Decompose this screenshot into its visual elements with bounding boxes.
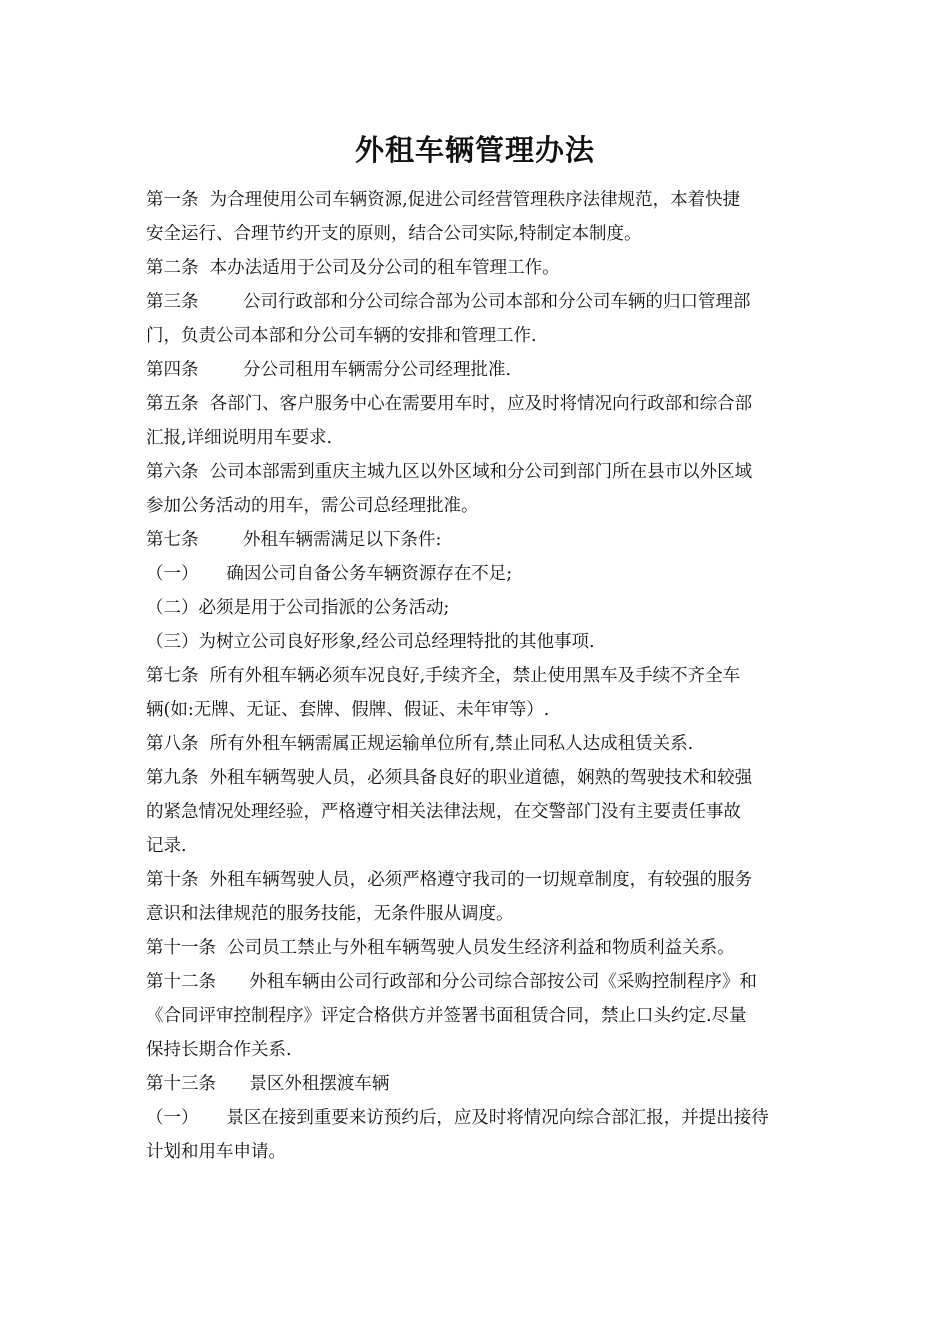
document-title: 外租车辆管理办法 [354,133,595,167]
text-line: 第七条 外租车辆需满足以下条件: [146,530,442,550]
text-line: 第六条 公司本部需到重庆主城九区以外区域和分公司到部门所在县市以外区域 [146,462,753,482]
text-line: 参加公务活动的用车，需公司总经理批准。 [146,496,479,516]
text-line: 的紧急情况处理经验，严格遵守相关法律法规，在交警部门没有主要责任事故 [146,802,741,822]
text-line: 第十条 外租车辆驾驶人员，必须严格遵守我司的一切规章制度，有较强的服务 [146,870,753,890]
text-line: 第十一条 公司员工禁止与外租车辆驾驶人员发生经济利益和物质利益关系。 [146,938,735,958]
text-line: 记录. [146,836,187,856]
text-line: 第一条 为合理使用公司车辆资源,促进公司经营管理秩序法律规范，本着快捷 [146,190,741,210]
text-line: 保持长期合作关系. [146,1040,292,1060]
text-line: 第五条 各部门、客户服务中心在需要用车时，应及时将情况向行政部和综合部 [146,394,753,414]
document-body [146,183,808,1169]
text-line: 第三条 公司行政部和分公司综合部为公司本部和分公司车辆的归口管理部 [146,292,751,312]
text-line: 第四条 分公司租用车辆需分公司经理批准. [146,360,512,380]
text-line: 第七条 所有外租车辆必须车况良好,手续齐全，禁止使用黑车及手续不齐全车 [146,666,741,686]
text-line: 第十二条 外租车辆由公司行政部和分公司综合部按公司《采购控制程序》和 [146,972,757,992]
text-line: 第十三条 景区外租摆渡车辆 [146,1074,390,1094]
text-line: 《合同评审控制程序》评定合格供方并签署书面租赁合同，禁止口头约定.尽量 [146,1006,747,1026]
text-line: 汇报,详细说明用车要求. [146,428,333,448]
text-line: 意识和法律规范的服务技能，无条件服从调度。 [146,904,514,924]
text-line: 第九条 外租车辆驾驶人员，必须具备良好的职业道德，娴熟的驾驶技术和较强 [146,768,753,788]
text-line: 计划和用车申请。 [146,1142,286,1162]
text-line: 第八条 所有外租车辆需属正规运输单位所有,禁止同私人达成租赁关系. [146,734,694,754]
text-line: （一） 确因公司自备公务车辆资源存在不足; [146,564,513,584]
text-line: （二）必须是用于公司指派的公务活动; [146,598,450,618]
text-line: （一） 景区在接到重要来访预约后，应及时将情况向综合部汇报，并提出接待 [146,1108,769,1128]
text-line: 安全运行、合理节约开支的原则，结合公司实际,特制定本制度。 [146,224,642,244]
text-line: 门，负责公司本部和分公司车辆的安排和管理工作. [146,326,537,346]
text-line: （三）为树立公司良好形象,经公司总经理特批的其他事项. [146,632,595,652]
text-line: 第二条 本办法适用于公司及分公司的租车管理工作。 [146,258,560,278]
text-line: 辆(如:无牌、无证、套牌、假牌、假证、未年审等）. [146,700,550,720]
